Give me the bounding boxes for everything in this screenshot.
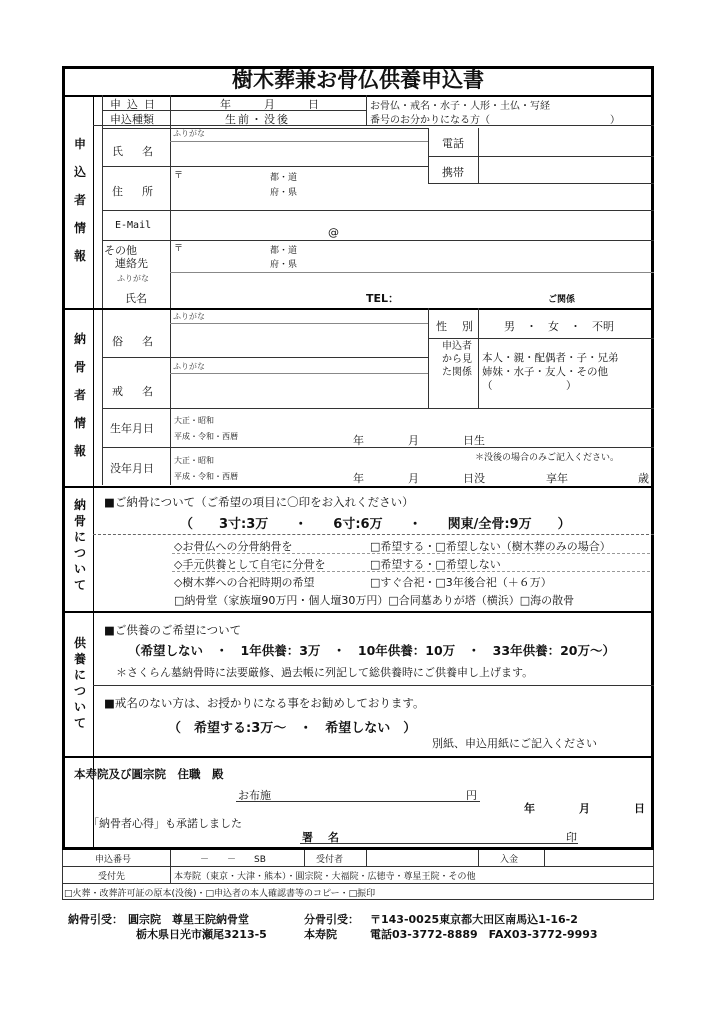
prefecture-top: 都・道: [270, 173, 298, 183]
divider: [478, 308, 479, 408]
common-name-field[interactable]: [172, 325, 426, 353]
office-options[interactable]: 本寿院（東京・大津・熊本）・圓宗院・大福院・広徳寺・尊星王院・その他: [174, 872, 476, 882]
split-name: 本寿院: [304, 928, 337, 941]
other-name-field[interactable]: [172, 274, 362, 304]
kaimyo-header: ■戒名のない方は、お授かりになる事をお勧めしております。: [104, 696, 425, 710]
birth-era-2: 平成・令和・西暦: [174, 432, 238, 441]
divider: [544, 850, 545, 866]
death-era-1: 大正・昭和: [174, 456, 214, 465]
receive-label: 納骨引受：: [68, 913, 123, 926]
divider: [172, 553, 650, 554]
divider: [428, 338, 654, 339]
birth-date-label: 生年月日: [110, 422, 154, 435]
bones-section-label: 納骨について: [73, 498, 86, 592]
signature-seal: 印: [566, 831, 577, 844]
age-label: 享年: [546, 472, 568, 485]
kaimyo-options[interactable]: （ 希望する:3万～ ・ 希望しない ）: [168, 721, 417, 736]
deposit-field[interactable]: [546, 851, 650, 865]
divider: [102, 210, 654, 211]
divider: [170, 323, 428, 324]
relation-options-2[interactable]: 姉妹・水子・友人・その他: [482, 366, 608, 378]
address-label: 住 所: [112, 185, 157, 198]
applicant-name-field[interactable]: [172, 142, 426, 162]
gender-options[interactable]: 男 ・ 女 ・ 不明: [504, 320, 614, 333]
section-divider: [62, 308, 654, 310]
bones-price-options[interactable]: （ 3寸:3万 ・ 6寸:6万 ・ 関東/全骨:9万 ）: [180, 517, 571, 532]
address-field[interactable]: [300, 170, 650, 206]
kaimyo-note: 別紙、申込用紙にご記入ください: [432, 737, 597, 750]
offering-label: お布施: [238, 789, 271, 802]
divider: [102, 408, 654, 409]
split-label: 分骨引受：: [304, 913, 359, 926]
receive-name: 圓宗院 尊星王院納骨堂: [128, 913, 249, 926]
divider: [170, 373, 428, 374]
signature-underline[interactable]: [300, 843, 578, 844]
common-name-furigana: ふりがな: [173, 312, 205, 321]
section-divider: [62, 486, 654, 488]
divider: [102, 240, 654, 241]
office-label: 受付先: [98, 872, 126, 882]
bones-option-1-choices[interactable]: □希望する・□希望しない（樹木葬のみの場合）: [370, 540, 611, 553]
required-documents[interactable]: □火葬・改葬許可証の原本(没後)・□申込者の本人確認書等のコピー・□振印: [64, 889, 376, 899]
relation-to-applicant-text: 申込者から見た関係: [442, 341, 472, 378]
label-column-line: [170, 95, 171, 485]
posthumous-name-label: 戒 名: [112, 385, 157, 398]
bones-option-4[interactable]: □納骨堂（家族壇90万円・個人壇30万円）□合同墓ありが塔（横浜）□海の散骨: [174, 594, 575, 607]
divider: [428, 308, 429, 408]
signature-date[interactable]: 年 月 日: [524, 802, 645, 815]
consent-text: 「納骨者心得」も承諾しました: [88, 817, 242, 830]
apply-date-label: 申込日: [110, 98, 161, 111]
email-field[interactable]: [172, 212, 650, 238]
memorial-section-label: 供養について: [73, 636, 86, 730]
relation-label: ご関係: [548, 295, 576, 305]
divider: [428, 183, 654, 184]
death-date-label: 没年月日: [110, 462, 154, 475]
bones-option-2-choices[interactable]: □希望する・□希望しない: [370, 558, 501, 571]
birth-era-1: 大正・昭和: [174, 416, 214, 425]
death-era-2: 平成・令和・西暦: [174, 472, 238, 481]
signature-addressee: 本寿院及び圓宗院 住職 殿: [74, 767, 224, 781]
other-name-label: 氏名: [125, 292, 147, 305]
apply-date-field[interactable]: 年 月 日: [220, 98, 319, 111]
divider: [170, 850, 171, 883]
offering-underline[interactable]: [236, 801, 480, 802]
other-contact-label-1: その他: [104, 244, 137, 257]
divider: [102, 357, 428, 358]
memorial-note: ＊さくらん墓納骨時に法要厳修、過去帳に列記して総供養時にご供養申し上げます。: [116, 666, 534, 679]
death-date-field[interactable]: 年 月 日没: [353, 472, 485, 485]
other-prefecture-bottom: 府・県: [270, 260, 298, 270]
divider: [366, 95, 367, 125]
applicant-name-label: 氏 名: [112, 145, 157, 158]
divider: [172, 571, 650, 572]
label-column-line-short: [102, 95, 103, 485]
other-furigana-label: ふりがな: [117, 274, 149, 283]
bones-option-2-label: ◇手元供養として自宅に分骨を: [174, 558, 326, 571]
split-contact: 電話03-3772-8889 FAX03-3772-9993: [370, 928, 598, 941]
other-postal-mark: 〒: [174, 244, 184, 254]
divider: [93, 685, 654, 686]
other-address-field[interactable]: [300, 242, 650, 270]
deceased-section-label: 納骨者情報: [73, 332, 86, 458]
postal-mark: 〒: [174, 171, 184, 181]
phone-field[interactable]: [480, 130, 652, 154]
bones-option-3-choices[interactable]: □すぐ合祀・□3年後合祀（＋６万）: [370, 576, 552, 589]
divider: [170, 272, 654, 273]
other-prefecture-top: 都・道: [270, 246, 298, 256]
divider: [62, 866, 654, 867]
divider: [478, 850, 479, 866]
posthumous-name-furigana: ふりがな: [173, 362, 205, 371]
bones-option-1-label: ◇お骨仏への分骨納骨を: [174, 540, 293, 553]
deposit-label: 入金: [500, 855, 519, 865]
divider: [304, 850, 305, 866]
page-title: 樹木葬兼お骨仏供養申込書: [232, 68, 484, 92]
section-divider: [62, 756, 654, 758]
divider: [93, 534, 654, 535]
section-divider: [62, 611, 654, 613]
divider: [428, 156, 654, 157]
receiver-field[interactable]: [368, 851, 476, 865]
birth-date-field[interactable]: 年 月 日生: [353, 434, 485, 447]
offering-yen: 円: [466, 789, 477, 802]
app-number-field[interactable]: － － SB: [200, 855, 266, 865]
bones-header: ■ご納骨について（ご希望の項目に〇印をお入れください）: [104, 495, 414, 509]
remains-note-line2[interactable]: 番号のお分かりになる方（ ）: [370, 115, 620, 126]
divider: [93, 125, 654, 126]
furigana-label: ふりがな: [173, 129, 205, 138]
gender-label: 性 別: [436, 320, 475, 333]
divider: [366, 850, 367, 866]
relation-options-1[interactable]: 本人・親・配偶者・子・兄弟: [482, 352, 619, 364]
app-number-label: 申込番号: [95, 855, 132, 865]
receive-address: 栃木県日光市瀬尾3213-5: [136, 928, 267, 941]
phone-label: 電話: [442, 137, 464, 150]
death-note: ＊没後の場合のみご記入ください。: [475, 453, 620, 463]
bones-option-3-label: ◇樹木葬への合祀時期の希望: [174, 576, 315, 589]
relation-options-3[interactable]: （ ）: [482, 380, 577, 392]
receiver-label: 受付者: [316, 855, 344, 865]
split-address: 〒143-0025東京都大田区南馬込1-16-2: [370, 913, 578, 926]
posthumous-name-field[interactable]: [172, 375, 426, 405]
memorial-header: ■ご供養のご希望について: [104, 623, 242, 637]
applicant-section-label: 申込者情報: [73, 137, 86, 263]
divider: [102, 166, 428, 167]
prefecture-bottom: 府・県: [270, 188, 298, 198]
other-tel-label: TEL：: [366, 292, 400, 305]
common-name-label: 俗 名: [112, 335, 157, 348]
divider: [62, 883, 654, 884]
memorial-options[interactable]: （希望しない ・ 1年供養：3万 ・ 10年供養：10万 ・ 33年供養：20万～）: [128, 643, 615, 658]
apply-type-options[interactable]: 生前・没後: [225, 113, 290, 126]
email-at-mark: @: [328, 226, 339, 239]
other-contact-label-2: 連絡先: [115, 257, 148, 270]
other-tel-field[interactable]: [396, 280, 536, 304]
divider: [102, 447, 654, 448]
mobile-label: 携帯: [442, 166, 464, 179]
remains-note-line1: お骨仏・戒名・水子・人形・土仏・写経: [370, 101, 550, 112]
section-column-line: [93, 95, 94, 850]
signature-label: 署 名: [302, 831, 341, 844]
age-unit: 歳: [638, 472, 649, 485]
relation-to-applicant-label: [440, 340, 474, 379]
apply-type-label: 申込種類: [110, 113, 154, 126]
email-label: E-Mail: [115, 220, 152, 231]
divider: [102, 128, 428, 129]
